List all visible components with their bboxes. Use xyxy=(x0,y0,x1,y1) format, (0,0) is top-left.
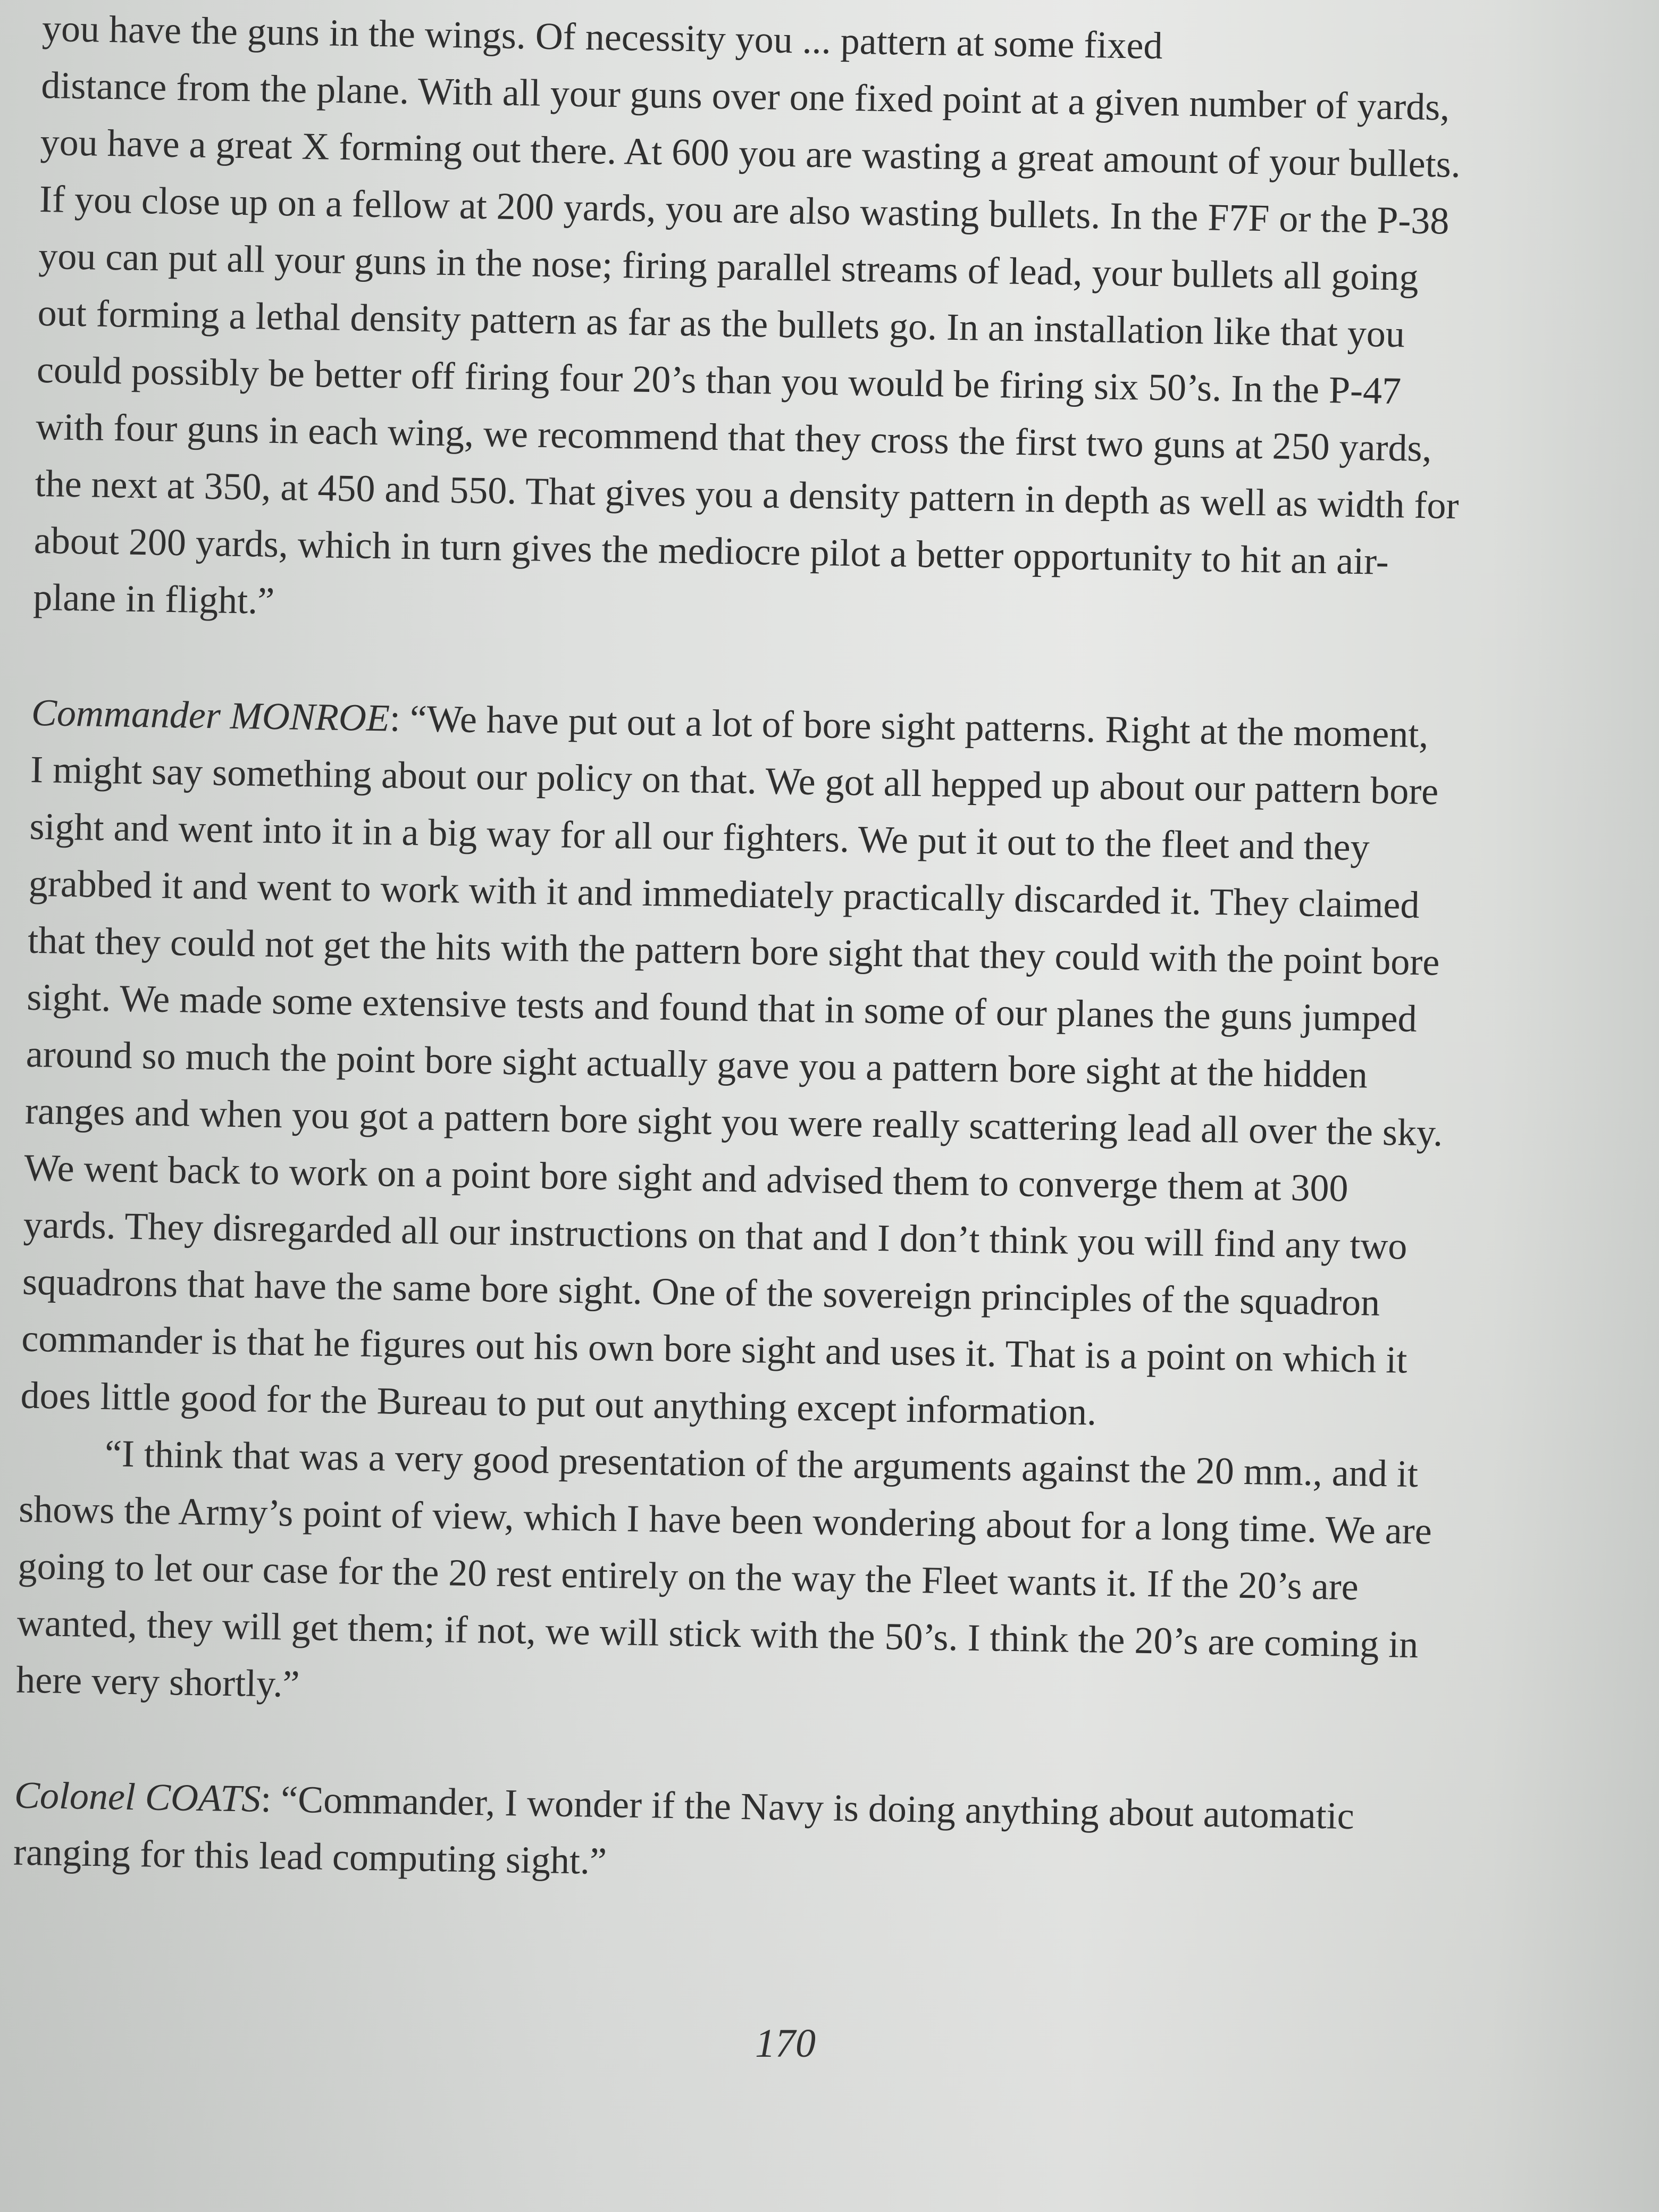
text-line: plane in flight.” xyxy=(32,575,275,622)
text-line: the next at 350, at 450 and 550. That gives you a density pattern in depth as well as width for xyxy=(35,462,1460,527)
text-line: does little good for the Bureau to put out anything except information. xyxy=(20,1373,1097,1434)
speaker-name: Commander MONROE xyxy=(31,691,390,740)
text-line: you have a great X forming out there. At 600 you are wasting a great amount of your bullets. xyxy=(40,120,1461,186)
text-line: with four guns in each wing, we recommend that they cross the first two guns at 250 yards, xyxy=(35,405,1432,470)
text-line: about 200 yards, which in turn gives the mediocre pilot a better opportunity to hit an air- xyxy=(33,518,1389,583)
text-line: ranges and when you got a pattern bore sight you were really scattering lead all over the sky. xyxy=(24,1089,1443,1154)
page-number: 170 xyxy=(755,2021,816,2066)
speaker-name: Colonel COATS xyxy=(14,1773,261,1820)
text-line: distance from the plane. With all your guns over one fixed point at a given number of yards, xyxy=(40,63,1450,129)
speaker-quote-start: : “Commander, I wonder if the Navy is doing anything about automatic xyxy=(260,1777,1355,1838)
text-line: around so much the point bore sight actually gave you a pattern bore sight at the hidden xyxy=(26,1032,1368,1096)
text-line: yards. They disregarded all our instructions on that and I don’t think you will find any two xyxy=(23,1203,1408,1268)
text-line: If you close up on a fellow at 200 yards, you are also wasting bullets. In the F7F or the P-38 xyxy=(39,177,1449,242)
text-line: could possibly be better off firing four 20’s than you would be firing six 50’s. In the P-47 xyxy=(36,348,1402,413)
text-line: sight and went into it in a big way for all our fighters. We put it out to the fleet and they xyxy=(29,805,1370,869)
text-line: We went back to work on a point bore sight and advised them to converge them at 300 xyxy=(23,1146,1349,1210)
text-line: out forming a lethal density pattern as far as the bullets go. In an installation like that you xyxy=(37,291,1405,356)
text-line: squadrons that have the same bore sight. One of the sovereign principles of the squadron xyxy=(22,1260,1380,1324)
text-line: that they could not get the hits with the pattern bore sight that they could with the point bore xyxy=(27,918,1440,984)
speaker-quote-start: : “We have put out a lot of bore sight patterns. Right at the moment, xyxy=(389,697,1429,756)
paragraph-coats xyxy=(13,1767,1540,1905)
text-line: commander is that he figures out his own bore sight and uses it. That is a point on which it xyxy=(21,1317,1408,1381)
text-line: you have the guns in the wings. Of necessity you ... pattern at some fixed xyxy=(41,6,1163,68)
text-line: going to let our case for the 20 rest entirely on the way the Fleet wants it. If the 20’s are xyxy=(18,1544,1359,1608)
text-line: sight. We made some extensive tests and found that in some of our planes the guns jumped xyxy=(26,975,1418,1040)
text-line: “I think that was a very good presentation of the arguments against the 20 mm., and it xyxy=(104,1432,1419,1495)
text-line: I might say something about our policy on that. We got all hepped up about our pattern bore xyxy=(30,748,1439,813)
text-line: shows the Army’s point of view, which I have been wondering about for a long time. We are xyxy=(18,1487,1432,1553)
page-body-text xyxy=(13,0,1568,1905)
text-line: here very shortly.” xyxy=(15,1658,300,1705)
text-line: ranging for this lead computing sight.” xyxy=(13,1830,607,1883)
text-line: you can put all your guns in the nose; firing parallel streams of lead, your bullets all going xyxy=(38,234,1419,299)
text-line: wanted, they will get them; if not, we will stick with the 50’s. I think the 20’s are coming in xyxy=(16,1601,1419,1666)
paragraph-monroe-continued xyxy=(16,1424,1546,1732)
text-line: grabbed it and went to work with it and immediately practically discarded it. They claimed xyxy=(28,861,1420,926)
paragraph-continued-quote xyxy=(33,0,1569,650)
paragraph-monroe xyxy=(20,684,1557,1448)
